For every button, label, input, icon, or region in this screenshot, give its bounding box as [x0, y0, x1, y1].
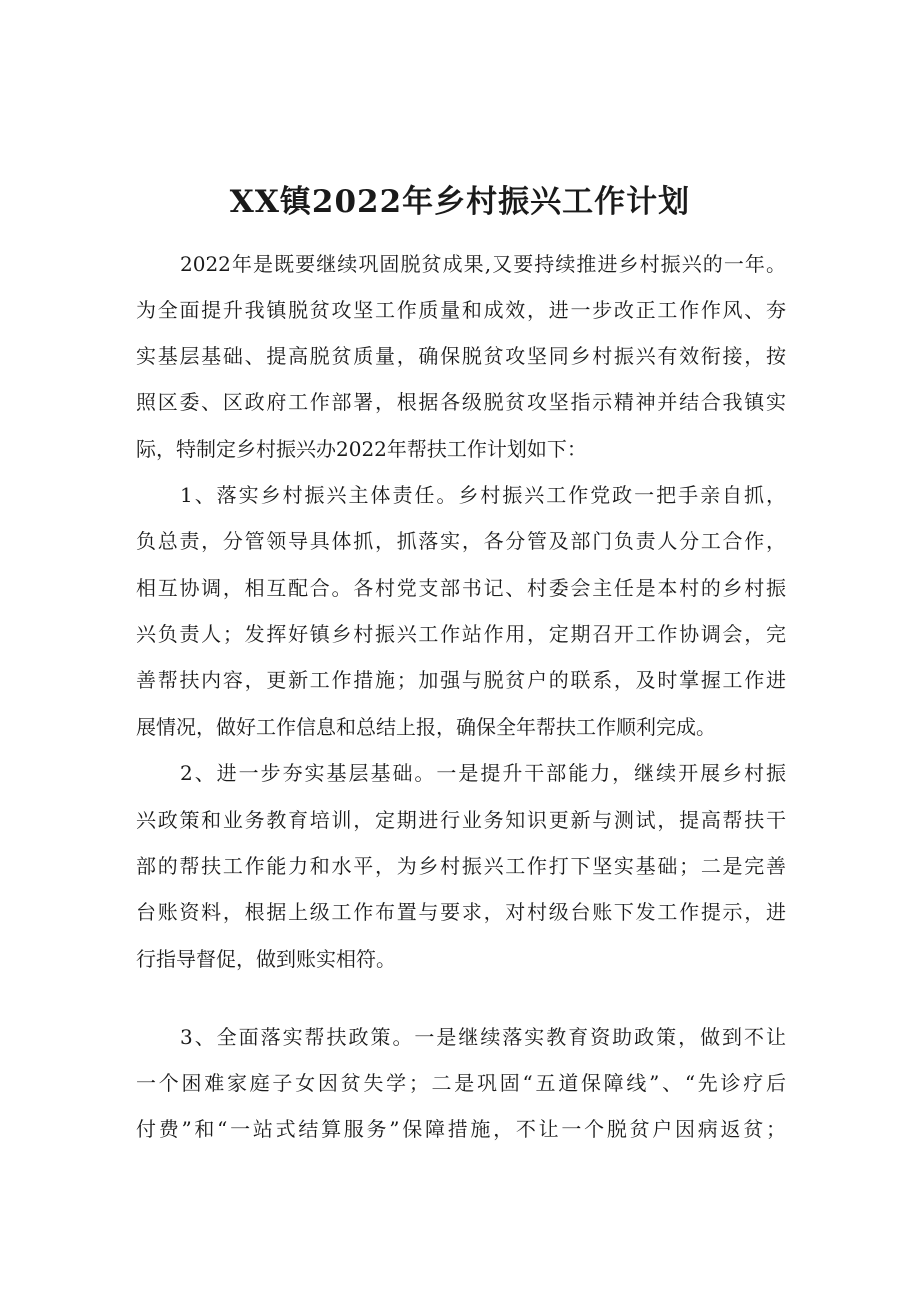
paragraph-line: 3、全面落实帮扶政策。一是继续落实教育资助政策，做到不让: [180, 1025, 786, 1049]
paragraph-line: 兴政策和业务教育培训，定期进行业务知识更新与测试，提高帮扶干: [136, 808, 786, 832]
paragraph-line: 行指导督促，做到账实相符。: [136, 947, 396, 971]
paragraph-line: 台账资料，根据上级工作布置与要求，对村级台账下发工作提示，进: [136, 900, 786, 924]
paragraph-line: 善帮扶内容，更新工作措施；加强与脱贫户的联系，及时掌握工作进: [136, 668, 786, 692]
paragraph-line: 展情况，做好工作信息和总结上报，确保全年帮扶工作顺利完成。: [136, 715, 716, 739]
paragraph-line: 相互协调，相互配合。各村党支部书记、村委会主任是本村的乡村振: [136, 576, 786, 600]
paragraph-line: 为全面提升我镇脱贫攻坚工作质量和成效，进一步改正工作作风、夯: [136, 298, 786, 322]
paragraph-line: 部的帮扶工作能力和水平，为乡村振兴工作打下坚实基础；二是完善: [136, 854, 786, 878]
paragraph-line: 1、落实乡村振兴主体责任。乡村振兴工作党政一把手亲自抓，: [180, 483, 786, 507]
paragraph-line: 负总责，分管领导具体抓，抓落实，各分管及部门负责人分工合作，: [136, 529, 786, 553]
document-title: XX镇2022年乡村振兴工作计划: [229, 184, 691, 220]
paragraph-line: 2、进一步夯实基层基础。一是提升干部能力，继续开展乡村振: [180, 761, 786, 785]
paragraph-line: 实基层基础、提高脱贫质量，确保脱贫攻坚同乡村振兴有效衔接，按: [136, 344, 786, 368]
paragraph-line: 兴负责人；发挥好镇乡村振兴工作站作用，定期召开工作协调会，完: [136, 622, 786, 646]
paragraph-line: 际，特制定乡村振兴办2022年帮扶工作计划如下：: [136, 437, 587, 461]
paragraph-line: 一个困难家庭子女因贫失学；二是巩固“五道保障线”、“先诊疗后: [136, 1071, 786, 1095]
paragraph-line: 付费”和“一站式结算服务”保障措施，不让一个脱贫户因病返贫；: [136, 1117, 786, 1141]
paragraph-line: 照区委、区政府工作部署，根据各级脱贫攻坚指示精神并结合我镇实: [136, 390, 786, 414]
paragraph-line: 2022年是既要继续巩固脱贫成果,又要持续推进乡村振兴的一年。: [180, 252, 786, 276]
